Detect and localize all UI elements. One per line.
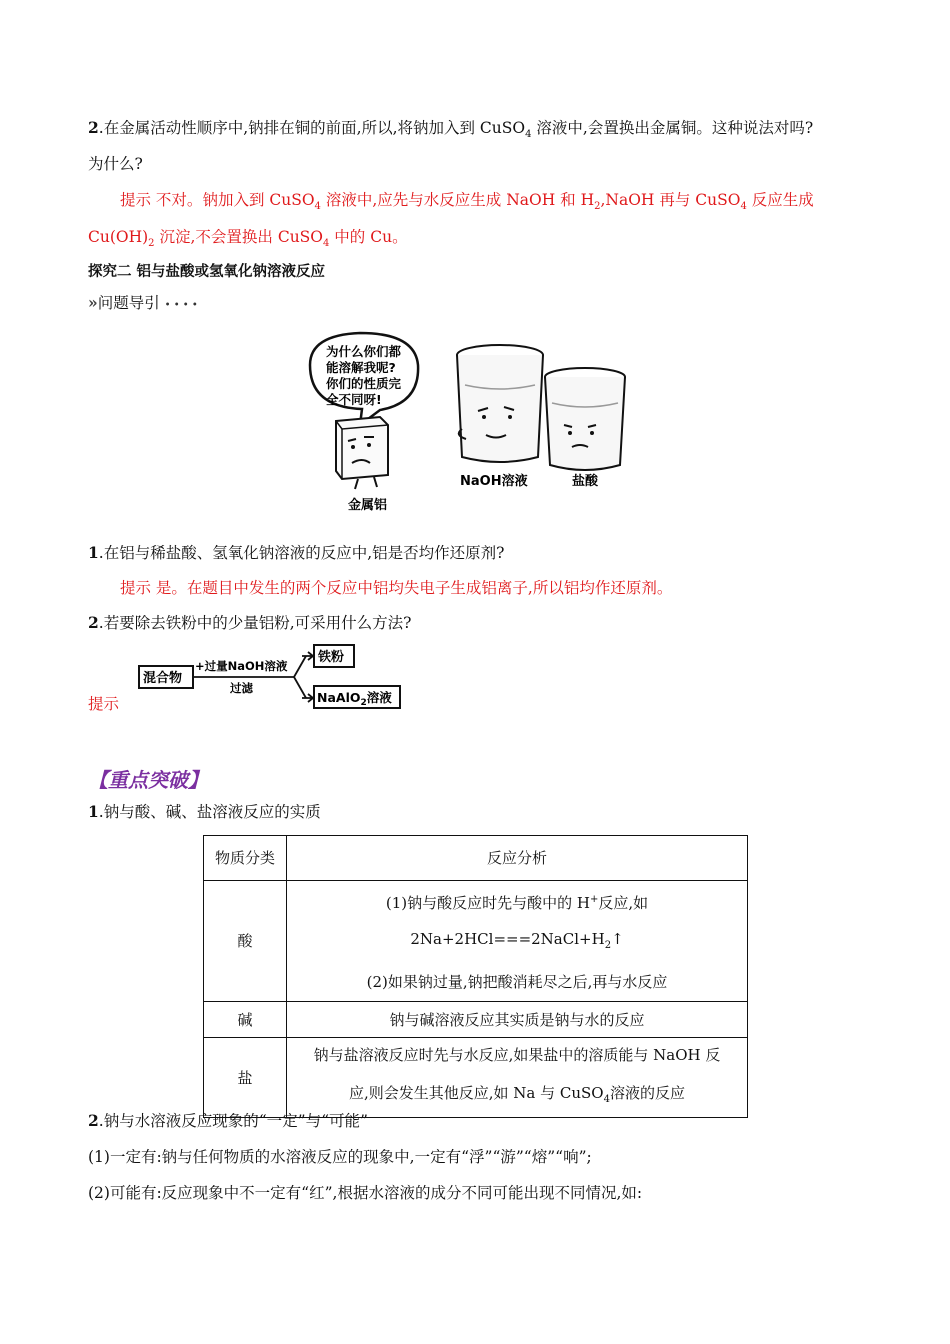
label-mixture: 混合物: [143, 671, 183, 686]
section-2-title: 2.钠与水溶液反应现象的“一定”与“可能”: [88, 1111, 368, 1130]
bubble-text-3: 你们的性质完: [326, 376, 402, 391]
label-filter: 过滤: [230, 681, 253, 695]
section-1-title: 1.钠与酸、碱、盐溶液反应的实质: [88, 802, 321, 821]
label-sodium-aluminate: NaAlO$_2$溶液: [317, 690, 392, 708]
header-category: 物质分类: [204, 836, 287, 881]
label-iron-powder: 铁粉: [318, 650, 345, 665]
question-number: 2: [88, 118, 99, 137]
hint-al-1: 提示 是。在题目中发生的两个反应中铝均失电子生成铝离子,所以铝均作还原剂。: [120, 579, 673, 597]
dots: • • • •: [164, 300, 198, 311]
cell-acid: 酸: [204, 881, 287, 1002]
double-chevron-icon: »: [88, 293, 98, 312]
cell-base: 碱: [204, 1002, 287, 1038]
hcl-beaker-figure: [545, 368, 625, 470]
aluminum-block-figure: [336, 417, 388, 489]
cell-salt: 盐: [204, 1038, 287, 1118]
table-header-row: [204, 836, 748, 881]
cell-base-analysis: 钠与碱溶液反应其实质是钠与水的反应: [287, 1002, 748, 1038]
naoh-beaker-figure: [457, 345, 543, 462]
label-reagent: +过量NaOH溶液: [195, 659, 288, 673]
question-2-line2: 为什么?: [88, 155, 143, 173]
bubble-text-1: 为什么你们都: [326, 344, 402, 359]
question-al-1: 1.在铝与稀盐酸、氢氧化钠溶液的反应中,铝是否均作还原剂?: [88, 543, 505, 562]
cell-salt-analysis: 钠与盐溶液反应时先与水反应,如果盐中的溶质能与 NaOH 反 应,则会发生其他反应,如 Na 与 CuSO$_4$溶液的反应: [287, 1038, 748, 1118]
hint-q2: 提示 不对。钠加入到 CuSO$_4$ 溶液中,应先与水反应生成 NaOH 和 $H_2,NaOH$ 再与 CuSO$_4$ 反应生成: [120, 191, 814, 213]
label-naoh-solution: NaOH溶液: [460, 474, 528, 489]
separation-flow-diagram: [138, 642, 408, 712]
question-al-2: 2.若要除去铁粉中的少量铝粉,可采用什么方法?: [88, 613, 412, 632]
hint-al-2: 提示: [88, 695, 120, 713]
cell-acid-analysis: (1)钠与酸反应时先与酸中的 H+反应,如 $2Na+2HCl===2NaCl+H_2↑$ (2)如果钠过量,钠把酸消耗尽之后,再与水反应: [287, 881, 748, 1002]
label-metal-aluminum: 金属铝: [348, 498, 388, 513]
section-2-item-1: (1)一定有:钠与任何物质的水溶液反应的现象中,一定有“浮”“游”“熔”“响”;: [88, 1148, 592, 1166]
guide-label: »问题导引 • • • •: [88, 293, 198, 312]
table-row-acid: [204, 881, 748, 1002]
section-2-item-2: (2)可能有:反应现象中不一定有“红”,根据水溶液的成分不同可能出现不同情况,如:: [88, 1184, 643, 1202]
bubble-text-2: 能溶解我呢?: [326, 360, 396, 375]
table-row-salt: [204, 1038, 748, 1118]
header-analysis: 反应分析: [287, 836, 748, 881]
table-row-base: [204, 1002, 748, 1038]
hint-q2-line2: $Cu(OH)_2$ 沉淀,不会置换出 CuSO$_4$ 中的 Cu。: [88, 228, 408, 250]
label-hydrochloric-acid: 盐酸: [572, 474, 599, 489]
reaction-table: [203, 835, 748, 1118]
section-heading-breakthrough: 【重点突破】: [88, 768, 208, 792]
bubble-text-4: 全不同呀!: [326, 392, 382, 407]
illustration-aluminum-cartoon: [290, 325, 660, 520]
question-2: 2.在金属活动性顺序中,钠排在铜的前面,所以,将钠加入到 CuSO$_4$ 溶液中,会置换出金属铜。这种说法对吗?: [88, 118, 814, 141]
section-title-explore-2: 探究二 铝与盐酸或氢氧化钠溶液反应: [88, 264, 326, 280]
